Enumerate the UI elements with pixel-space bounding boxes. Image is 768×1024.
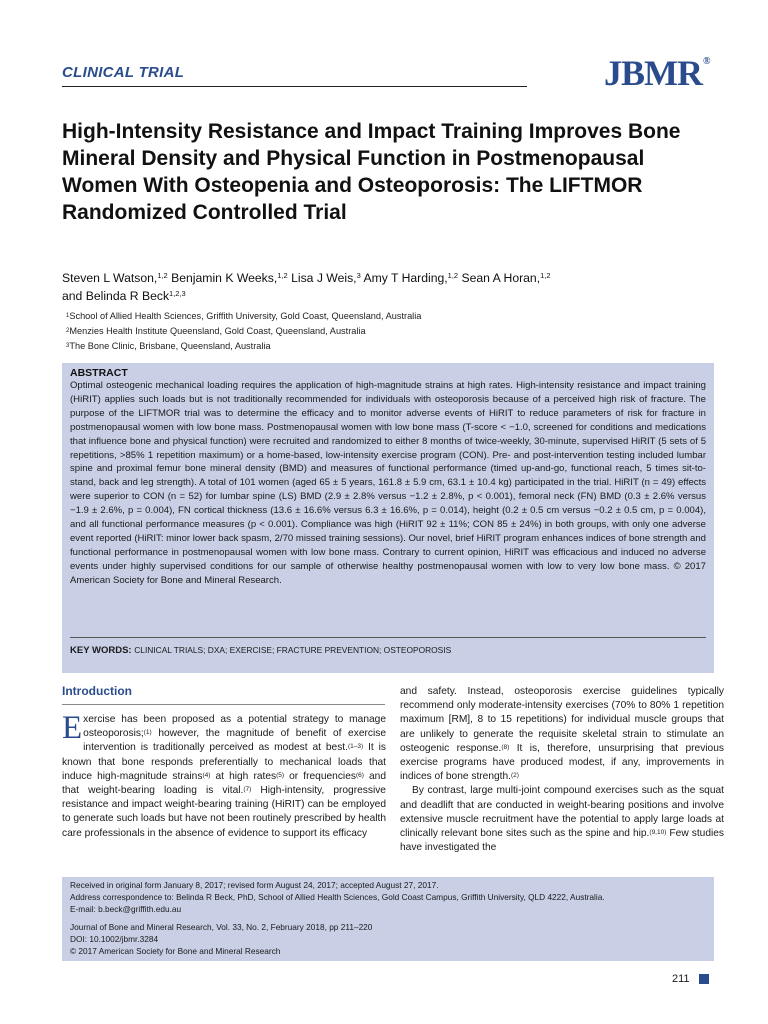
author-name: Steven L Watson,	[62, 271, 158, 285]
correspondence-address: Address correspondence to: Belinda R Beck, PhD, School of Allied Health Sciences, Gold Coast Campus, Griffith University, QLD 4222, Australia.	[70, 891, 605, 902]
author-name: and Belinda R Beck	[62, 289, 170, 303]
citation-ref: (6)	[355, 771, 364, 779]
body-text: and that weight-bearing loading is vital.	[62, 770, 387, 797]
spacer	[70, 915, 706, 922]
affiliation-text: Menzies Health Institute Queensland, Gold Coast, Queensland, Australia	[69, 326, 366, 336]
body-text: It is, therefore, unsurprising that previous exercise programs have produced modest, if any, improvements in indices of bone strength.	[400, 742, 724, 783]
body-text: By contrast, large multi-joint compound exercises such as the squat and deadlift that are conducted in weight-bearing positions and involve extensive muscle recruitment have the potential to apply large loads at clinically relevant bone sites such as the spine and hip.	[400, 785, 724, 840]
affiliation-list	[66, 309, 706, 354]
section-divider	[62, 86, 527, 87]
author-affiliation-ref: 1,2	[447, 271, 459, 280]
citation-ref: (1)	[143, 729, 152, 737]
body-text: however, the magnitude of benefit of exercise intervention is traditionally perceived as modest at best.	[83, 728, 386, 754]
body-text: Few studies have investigated the	[400, 828, 725, 854]
body-text: xercise has been proposed as a potential strategy to manage osteoporosis;	[83, 714, 386, 740]
section-label: CLINICAL TRIAL	[62, 64, 185, 81]
author-affiliation-ref: 1,2,3	[169, 289, 186, 298]
doi: DOI: 10.1002/jbmr.3284	[70, 934, 159, 945]
introduction-right-column	[400, 685, 724, 855]
journal-logo-text: JBMR	[604, 53, 702, 93]
citation-ref: (8)	[501, 743, 510, 751]
article-title: High-Intensity Resistance and Impact Training Improves Bone Mineral Density and Physical Function in Postmenopausal Women With Osteopenia and Osteoporosis: The LIFTMOR Randomized Controlled Trial	[62, 120, 681, 224]
keywords-list: CLINICAL TRIALS; DXA; EXERCISE; FRACTURE PREVENTION; OSTEOPOROSIS	[134, 645, 452, 655]
citation-ref: (4)	[202, 771, 211, 779]
author-name: Benjamin K Weeks,	[171, 271, 278, 285]
citation-ref: (1–3)	[347, 743, 364, 751]
author-name: Amy T Harding,	[363, 271, 448, 285]
introduction-heading: Introduction	[62, 684, 132, 698]
affiliation-number: 1	[66, 313, 70, 319]
abstract-heading: ABSTRACT	[70, 367, 128, 379]
paragraph	[400, 685, 724, 784]
author-affiliation-ref: 1,2	[157, 271, 168, 280]
author-affiliation-ref: 3	[356, 271, 361, 280]
citation-ref: (5)	[276, 771, 285, 779]
journal-citation: Journal of Bone and Mineral Research, Vol. 33, No. 2, February 2018, pp 211–220	[70, 922, 373, 933]
correspondence-email: E-mail: b.beck@griffith.edu.au	[70, 903, 182, 914]
body-text: It is known that bone responds preferentially to mechanical loads that induce high-magnitude strains	[62, 742, 386, 782]
introduction-left-column	[62, 710, 387, 841]
affiliation	[66, 309, 706, 324]
author-name: Lisa J Weis,	[291, 271, 357, 285]
body-text: or frequencies	[284, 770, 356, 782]
paragraph	[400, 784, 724, 855]
affiliation-number: 3	[66, 343, 70, 349]
keywords-label: KEY WORDS:	[70, 645, 132, 656]
citation-ref: (7)	[243, 786, 252, 794]
author-list	[62, 269, 712, 305]
page-marker-icon	[699, 974, 709, 984]
body-text: and safety. Instead, osteoporosis exercise guidelines typically recommend only moderate-intensity exercises (70% to 80% 1 repetition maximum [RM], 8 to 15 repetitions) for individual muscle groups that are unlikely to generate the requisite skeletal strain to stimulate an osteogenic response.	[400, 686, 724, 754]
author-affiliation-ref: 1,2	[540, 271, 551, 280]
affiliation-number: 2	[66, 328, 70, 334]
affiliation-text: The Bone Clinic, Brisbane, Queensland, Australia	[69, 341, 271, 351]
citation-ref: (9,10)	[649, 829, 667, 837]
received-dates: Received in original form January 8, 2017; revised form August 24, 2017; accepted August 27, 2017.	[70, 880, 439, 890]
affiliation-text: School of Allied Health Sciences, Griffith University, Gold Coast, Queensland, Australia	[69, 311, 422, 321]
citation-ref: (2)	[511, 772, 519, 780]
article-info	[70, 880, 706, 958]
copyright: © 2017 American Society for Bone and Mineral Research	[70, 945, 281, 956]
registered-mark: ®	[703, 56, 710, 67]
journal-logo	[604, 52, 709, 94]
body-text: High-intensity, progressive resistance and impact weight-bearing training (HiRIT) can be employed to generate such loads but have not been routinely prescribed by health care professionals in the absence of evidence to support its efficacy	[62, 785, 386, 839]
page-number: 211	[672, 973, 690, 985]
keywords	[70, 645, 451, 656]
abstract-divider	[70, 637, 706, 638]
affiliation	[66, 339, 706, 354]
drop-cap: E	[62, 710, 83, 746]
affiliation	[66, 324, 706, 339]
body-text: at high rates	[210, 770, 277, 782]
author-affiliation-ref: 1,2	[277, 271, 288, 280]
abstract-body: Optimal osteogenic mechanical loading requires the application of high-magnitude strains at high rates. High-intensity resistance and impact training (HiRIT) applies such loads but is not traditionally recommended for individuals with osteoporosis because of a perceived high risk of fracture. The purpose of the LIFTMOR trial was to determine the efficacy and to monitor adverse events of HiRIT to reduce parameters of risk for fracture in postmenopausal women with low bone mass. Postmenopausal women with low bone mass (T-score < −1.0, screened for conditions and medications that influence bone and physical function) were recruited and randomized to either 8 months of twice-weekly, 30-minute, supervised HiRIT (5 sets of 5 repetitions, >85% 1 repetition maximum) or a home-based, low-intensity exercise program (CON). Pre- and post-intervention testing included lumbar spine and proximal femur bone mineral density (BMD) and measures of functional performance (timed up-and-go, functional reach, 5 times sit-to-stand, back and leg strength). A total of 101 women (aged 65 ± 5 years, 161.8 ± 5.9 cm, 63.1 ± 10.4 kg) participated in the trial. HiRIT (n = 49) effects were superior to CON (n = 52) for lumbar spine (LS) BMD (2.9 ± 2.8% versus −1.2 ± 2.8%, p < 0.001), femoral neck (FN) BMD (0.3 ± 2.6% versus −1.9 ± 2.6%, p = 0.004), FN cortical thickness (13.6 ± 16.6% versus 6.3 ± 16.6%, p = 0.014), height (0.2 ± 0.5 cm versus −0.2 ± 0.5 cm, p = 0.004), and all functional performance measures (p < 0.001). Compliance was high (HiRIT 92 ± 11%; CON 85 ± 24%) in both groups, with only one adverse event reported (HiRIT: minor lower back spasm, 2/70 missed training sessions). Our novel, brief HiRIT program enhances indices of bone strength and functional performance in postmenopausal women with low bone mass. Contrary to current opinion, HiRIT was efficacious and induced no adverse events under highly supervised conditions for our sample of otherwise healthy postmenopausal women with low to very low bone mass. © 2017 American Society for Bone and Mineral Research.	[70, 380, 706, 586]
introduction-divider	[62, 704, 385, 705]
author-name: Sean A Horan,	[461, 271, 541, 285]
